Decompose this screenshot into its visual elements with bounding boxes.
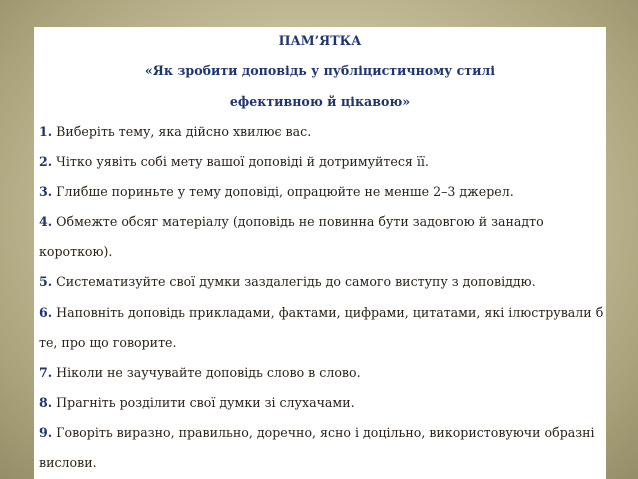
item-number: 4. bbox=[39, 214, 53, 229]
item-text: Говоріть виразно, правильно, доречно, ясно і доцільно, використовуючи образні bbox=[56, 425, 595, 440]
item-text: Наповніть доповідь прикладами, фактами, цифрами, цитатами, які ілюстрували б bbox=[56, 305, 604, 320]
item-number: 5. bbox=[39, 274, 53, 289]
item-text: Обмежте обсяг матеріалу (доповідь не повинна бути задовгою й занадто bbox=[56, 214, 544, 229]
item-text: Чітко уявіть собі мету вашої доповіді й дотримуйтеся її. bbox=[56, 154, 429, 169]
item-text: Ніколи не заучувайте доповідь слово в слово. bbox=[56, 365, 361, 380]
memo-subtitle-line-1: «Як зробити доповідь у публіцистичному стилі bbox=[144, 63, 496, 78]
item-text: Виберіть тему, яка дійсно хвилює вас. bbox=[56, 124, 312, 139]
memo-title: ПАМ’ЯТКА bbox=[278, 33, 362, 48]
item-number: 3. bbox=[39, 184, 53, 199]
list-item bbox=[39, 214, 601, 230]
item-number: 1. bbox=[39, 124, 53, 139]
list-item bbox=[39, 305, 604, 321]
item-number: 9. bbox=[39, 425, 53, 440]
list-item bbox=[39, 395, 601, 411]
item-text-continuation: короткою). bbox=[39, 244, 113, 259]
list-item bbox=[39, 124, 601, 140]
item-text: Систематизуйте свої думки заздалегідь до самого виступу з доповіддю. bbox=[56, 274, 536, 289]
item-text-continuation: вислови. bbox=[39, 455, 97, 470]
item-text: Прагніть розділити свої думки зі слухачами. bbox=[56, 395, 355, 410]
list-item bbox=[39, 425, 601, 441]
item-number: 8. bbox=[39, 395, 53, 410]
item-text-continuation: те, про що говорите. bbox=[39, 335, 177, 350]
item-number: 6. bbox=[39, 305, 53, 320]
memo-panel bbox=[34, 27, 606, 479]
item-text: Глибше пориньте у тему доповіді, опрацюйте не менше 2–3 джерел. bbox=[56, 184, 514, 199]
item-number: 2. bbox=[39, 154, 53, 169]
list-item bbox=[39, 154, 601, 170]
list-item bbox=[39, 184, 601, 200]
item-number: 7. bbox=[39, 365, 53, 380]
memo-subtitle-line-2: ефективною й цікавою» bbox=[229, 94, 411, 109]
list-item bbox=[39, 365, 601, 381]
list-item bbox=[39, 274, 601, 290]
